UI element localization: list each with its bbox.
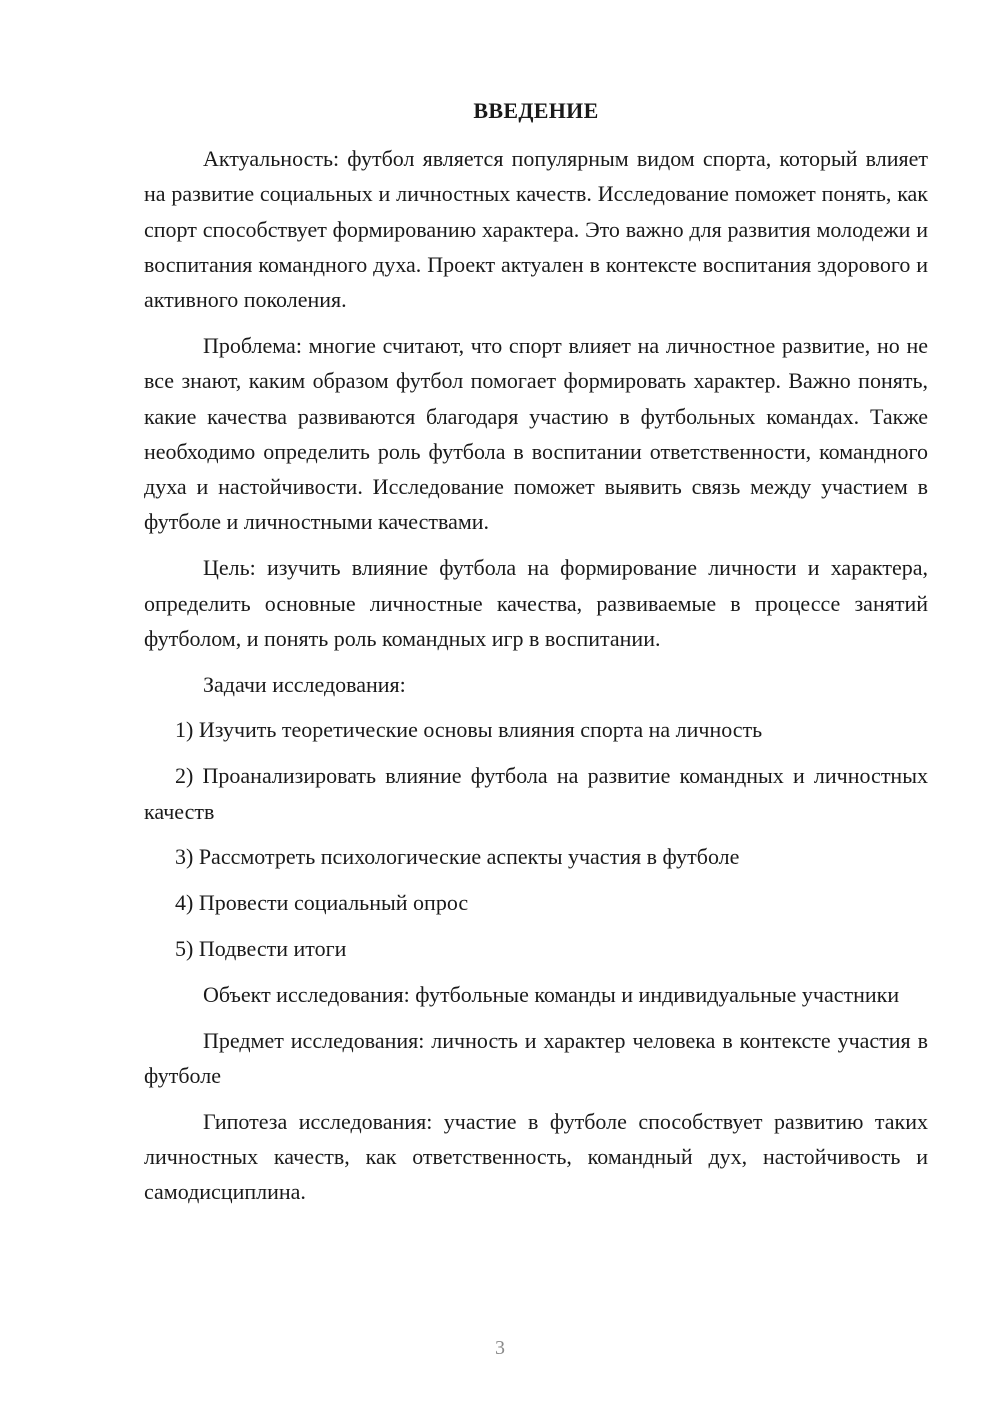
page-title: ВВЕДЕНИЕ — [473, 98, 599, 123]
paragraph-object: Объект исследования: футбольные команды и индивидуальные участники — [203, 981, 900, 1007]
paragraph-relevance: Актуальность: футбол является популярным видом спорта, который влияет на развитие социальных и личностных качеств. Исследование поможет понять, как спорт способствует формированию характера. Это важно для развития молодежи и воспитания командного духа. Проект актуален в контексте воспитания здорового и активного поколения. — [144, 146, 928, 313]
paragraph-subject: Предмет исследования: личность и характер человека в контексте участия в футболе — [144, 1027, 928, 1088]
task-item-4: 4) Провести социальный опрос — [175, 890, 469, 916]
paragraph-problem: Проблема: многие считают, что спорт влияет на личностное развитие, но не все знают, каким образом футбол помогает формировать характер. Важно понять, какие качества развиваются благодаря участию в футбольных командах. Также необходимо определить роль футбола в воспитании ответственности, командного духа и настойчивости. Исследование поможет выявить связь между участием в футболе и личностными качествами. — [144, 332, 928, 535]
task-item-2: 2) Проанализировать влияние футбола на развитие командных и личностных качеств — [144, 763, 928, 824]
paragraph-goal: Цель: изучить влияние футбола на формирование личности и характера, определить основные личностные качества, развиваемые в процессе занятий футболом, и понять роль командных игр в воспитании. — [144, 555, 928, 651]
paragraph-tasks-heading: Задачи исследования: — [203, 671, 406, 697]
document-body — [144, 141, 928, 1220]
task-item-3: 3) Рассмотреть психологические аспекты участия в футболе — [175, 844, 740, 870]
task-item-5: 5) Подвести итоги — [175, 935, 347, 961]
paragraph-hypothesis: Гипотеза исследования: участие в футболе способствует развитию таких личностных качеств, как ответственность, командный дух, настойчивость и самодисциплина. — [144, 1108, 928, 1205]
task-item-1: 1) Изучить теоретические основы влияния спорта на личность — [175, 717, 763, 743]
page-number: 3 — [495, 1337, 505, 1359]
